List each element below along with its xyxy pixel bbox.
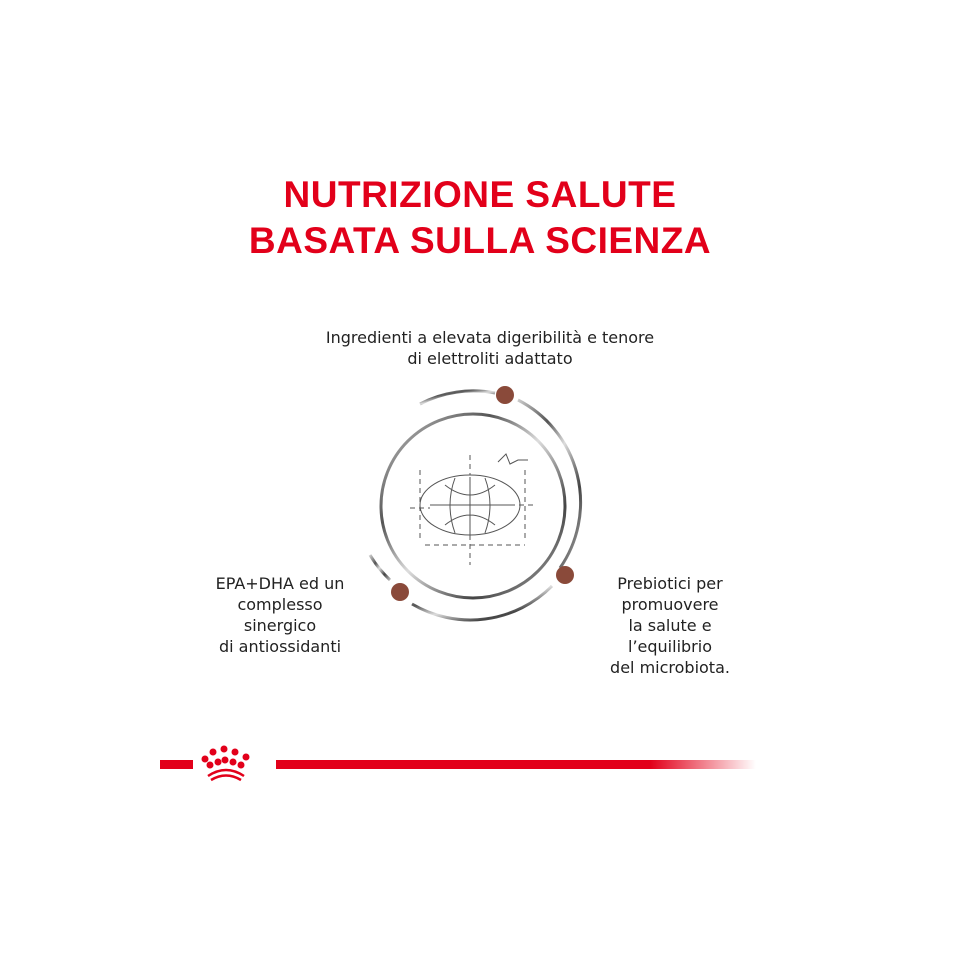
title-line-2: BASATA SULLA SCIENZA: [248, 220, 712, 261]
dot-left: [391, 583, 409, 601]
benefit-line: sinergico: [243, 616, 317, 635]
benefit-line: complesso: [237, 595, 323, 614]
kibble-sketch-icon: [410, 454, 535, 565]
benefit-line: di antiossidanti: [218, 637, 342, 656]
royal-crown-logo: [202, 746, 250, 781]
benefit-line: Ingredienti a elevata digeribilità e tenore: [325, 328, 655, 347]
title-line-1: NUTRIZIONE SALUTE: [283, 174, 677, 215]
benefit-line: di elettroliti adattato: [407, 349, 573, 368]
benefit-line: la salute e: [628, 616, 712, 635]
benefit-line: l’equilibrio: [628, 637, 712, 656]
benefit-line: promuovere: [621, 595, 719, 614]
benefit-line: EPA+DHA ed un: [215, 574, 345, 593]
dot-top: [496, 386, 514, 404]
inner-ring: [381, 414, 565, 598]
benefit-line: del microbiota.: [610, 658, 730, 677]
divider-left: [160, 760, 193, 769]
dot-right: [556, 566, 574, 584]
divider-right: [276, 760, 756, 769]
benefit-line: Prebiotici per: [617, 574, 723, 593]
